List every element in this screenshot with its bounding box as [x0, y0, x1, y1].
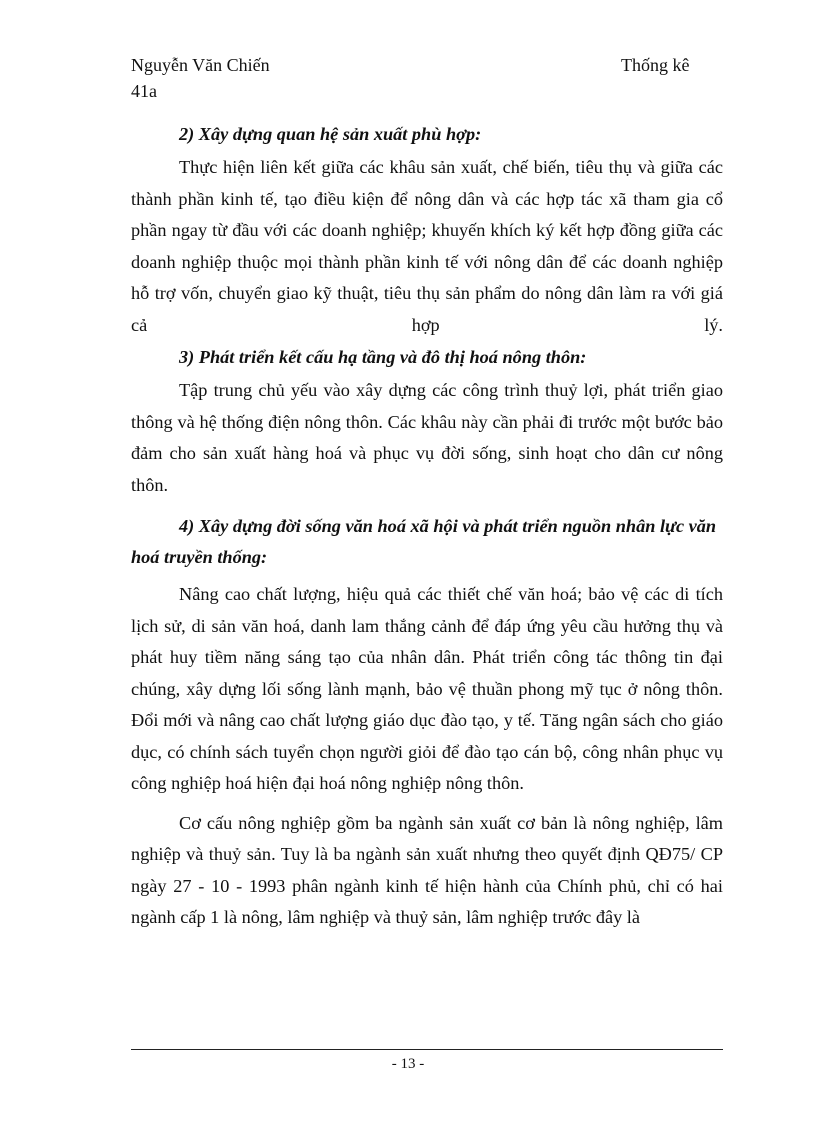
- section-paragraph-2: Thực hiện liên kết giữa các khâu sản xuất, chế biến, tiêu thụ và giữa các thành phần kinh tế, tạo điều kiện để nông dân và các hợp tác xã tham gia cổ phần ngay từ đầu với các doanh nghiệp; khuyến khích ký kết hợp đồng giữa các doanh nghiệp thuộc mọi thành phần kinh tế với nông dân để các doanh nghiệp hỗ trợ vốn, chuyển giao kỹ thuật, tiêu thụ sản phẩm do nông dân làm ra với giá cả hợp lý.: [131, 157, 723, 335]
- footer-divider: [131, 1049, 723, 1050]
- section-paragraph-4: Nâng cao chất lượng, hiệu quả các thiết chế văn hoá; bảo vệ các di tích lịch sử, di sản văn hoá, danh lam thắng cảnh để đáp ứng yêu cầu hưởng thụ và phát huy tiềm năng sáng tạo của nhân dân. Phát triển công tác thông tin đại chúng, xây dựng lối sống lành mạnh, bảo vệ thuần phong mỹ tục ở nông thôn. Đổi mới và nâng cao chất lượng giáo dục đào tạo, y tế. Tăng ngân sách cho giáo dục, có chính sách tuyển chọn người giỏi để đào tạo cán bộ, công nhân phục vụ công nghiệp hoá hiện đại hoá nông nghiệp nông thôn.: [131, 584, 723, 793]
- page-header-department: Thống kê: [621, 55, 690, 75]
- author-name: Nguyễn Văn Chiến: [131, 55, 270, 75]
- section-heading-4: 4) Xây dựng đời sống văn hoá xã hội và phát triển nguồn nhân lực văn hoá truyền thống:: [131, 516, 717, 567]
- author-class: 41a: [131, 81, 157, 101]
- page-header-author: [131, 52, 270, 104]
- section-heading-3: 3) Phát triển kết cấu hạ tầng và đô thị hoá nông thôn:: [179, 347, 587, 367]
- document-body: [131, 119, 723, 934]
- closing-paragraph: Cơ cấu nông nghiệp gồm ba ngành sản xuất cơ bản là nông nghiệp, lâm nghiệp và thuỷ sản. Tuy là ba ngành sản xuất nhưng theo quyết định QĐ75/ CP ngày 27 - 10 - 1993 phân ngành kinh tế hiện hành của Chính phủ, chỉ có hai ngành cấp 1 là nông, lâm nghiệp và thuỷ sản, lâm nghiệp trước đây là: [131, 812, 723, 927]
- section-heading-2: 2) Xây dựng quan hệ sản xuất phù hợp:: [179, 124, 482, 144]
- section-paragraph-3: Tập trung chủ yếu vào xây dựng các công trình thuỷ lợi, phát triển giao thông và hệ thống điện nông thôn. Các khâu này cần phải đi trước một bước bảo đảm cho sản xuất hàng hoá và phục vụ đời sống, sinh hoạt cho dân cư nông thôn.: [131, 380, 723, 495]
- page-number: - 13 -: [391, 1056, 425, 1072]
